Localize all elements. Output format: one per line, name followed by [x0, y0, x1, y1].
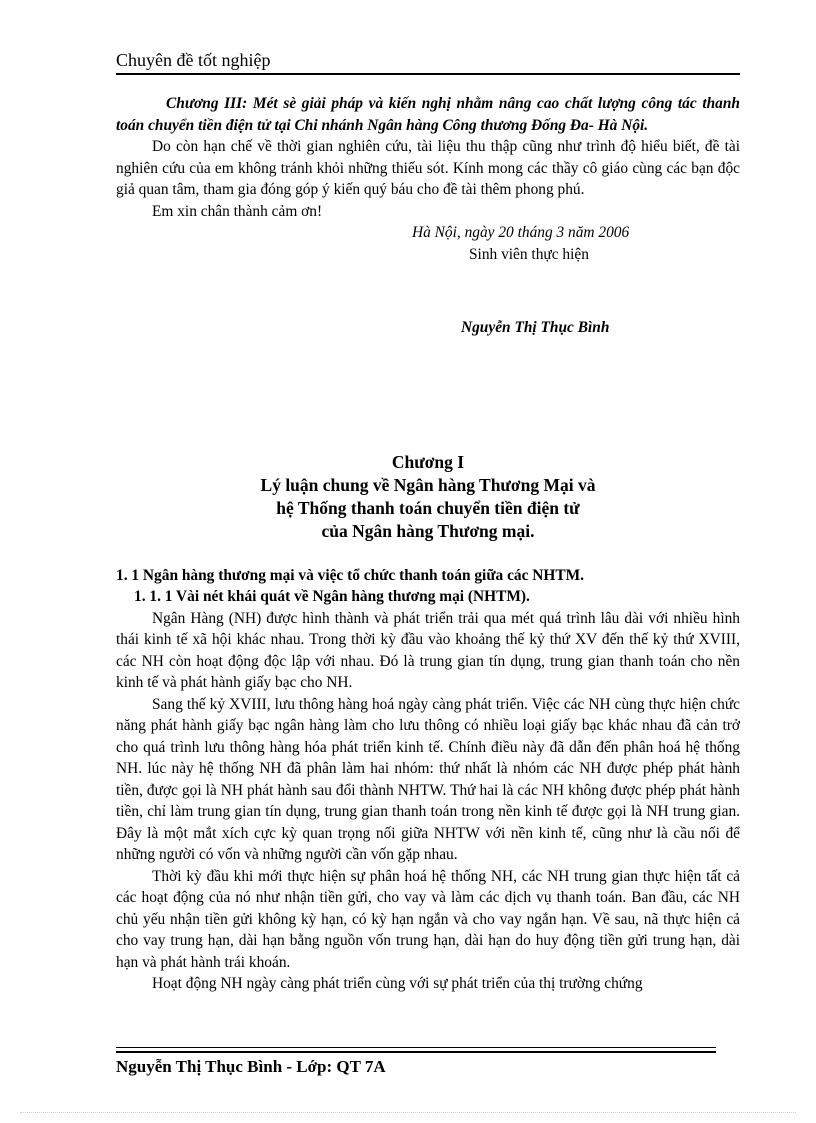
page-header-title: Chuyên đề tốt nghiệp	[116, 50, 271, 70]
body-paragraph: Ngân Hàng (NH) được hình thành và phát triển trải qua mét quá trình lâu dài với nhiều hình thái kinh tế xã hội khác nhau. Trong thời kỳ đầu vào khoảng thế kỷ thứ XV đến thế kỷ thứ XVIII, các NH còn hoạt động độc lập với nhau. Đó là trung gian tín dụng, trung gian thanh toán cho nền kinh tế và phát hành giấy bạc cho NH.	[116, 609, 740, 691]
document-body	[116, 93, 740, 995]
footer-rule-thin	[116, 1047, 716, 1048]
page-edge-divider	[20, 1112, 796, 1113]
chapter3-summary: Chương III: Mét sè giải pháp và kiến nghị nhằm nâng cao chất lượng công tác thanh toán chuyển tiền điện tử tại Chi nhánh Ngân hàng Công thương Đống Đa- Hà Nội.	[116, 95, 740, 134]
section-heading-1-1-1: 1. 1. 1 Vài nét khái quát về Ngân hàng thương mại (NHTM).	[134, 588, 530, 605]
signature-date: Hà Nội, ngày 20 tháng 3 năm 2006	[412, 224, 630, 241]
signature-role: Sinh viên thực hiện	[469, 245, 589, 263]
signature-name: Nguyễn Thị Thục Bình	[461, 319, 610, 336]
section-heading-1-1: 1. 1 Ngân hàng thương mại và việc tổ chức thanh toán giữa các NHTM.	[116, 566, 585, 584]
limitation-paragraph: Do còn hạn chế về thời gian nghiên cứu, tài liệu thu thập cũng như trình độ hiểu biết, đề tài nghiên cứu của em không tránh khỏi những thiếu sót. Kính mong các thầy cô giáo cùng các bạn độc giả quan tâm, tham gia đóng góp ý kiến quý báu cho đề tài thêm phong phú.	[116, 138, 740, 198]
chapter-title-line-3: của Ngân hàng Thương mại.	[321, 520, 535, 541]
footer-rule-thick	[116, 1051, 716, 1053]
page-footer: Nguyễn Thị Thục Bình - Lớp: QT 7A	[116, 1057, 386, 1076]
chapter-title-line-2: hệ Thống thanh toán chuyển tiền điện tử	[276, 497, 580, 518]
body-paragraph: Sang thế kỷ XVIII, lưu thông hàng hoá ngày càng phát triển. Việc các NH cùng thực hiện chức năng phát hành giấy bạc ngân hàng làm cho lưu thông có nhiều loại giấy bạc khác nhau đã cản trở cho quá trình lưu thông hàng hóa phát triển kinh tế. Chính điều này đã dẫn đến phân hoá hệ thống NH. lúc này hệ thống NH đã phân làm hai nhóm: thứ nhất là nhóm các NH được phép phát hành tiền, được gọi là NH phát hành sau đổi thành NHTW. Thứ hai là các NH không được phép phát hành tiền, chỉ làm trung gian tín dụng, trung gian thanh toán trong nền kinh tế được gọi là NH trung gian. Đây là một mắt xích cực kỳ quan trọng nối giữa NHTW với nền kinh tế, cũng như là cầu nối để những người có vốn và những người cần vốn gặp nhau.	[116, 695, 740, 863]
chapter-title-line-1: Lý luận chung về Ngân hàng Thương Mại và	[260, 474, 596, 495]
chapter-heading	[116, 451, 740, 543]
chapter-number: Chương I	[391, 451, 465, 472]
header-rule	[116, 73, 740, 75]
body-paragraph: Hoạt động NH ngày càng phát triển cùng với sự phát triển của thị trường chứng	[152, 975, 643, 992]
body-paragraph: Thời kỳ đầu khi mới thực hiện sự phân hoá hệ thống NH, các NH trung gian thực hiện tất cả các hoạt động của nó như nhận tiền gửi, cho vay và làm các dịch vụ thanh toán. Ban đầu, các NH chủ yếu nhận tiền gửi không kỳ hạn, có kỳ hạn ngắn và cho vay ngắn hạn. Về sau, nã thực hiện cả cho vay trung hạn, dài hạn bằng nguồn vốn trung hạn, dài hạn do huy động tiền gửi trung hạn, dài hạn và phát hành trái khoán.	[116, 867, 740, 971]
thanks-line: Em xin chân thành cảm ơn!	[152, 202, 323, 220]
